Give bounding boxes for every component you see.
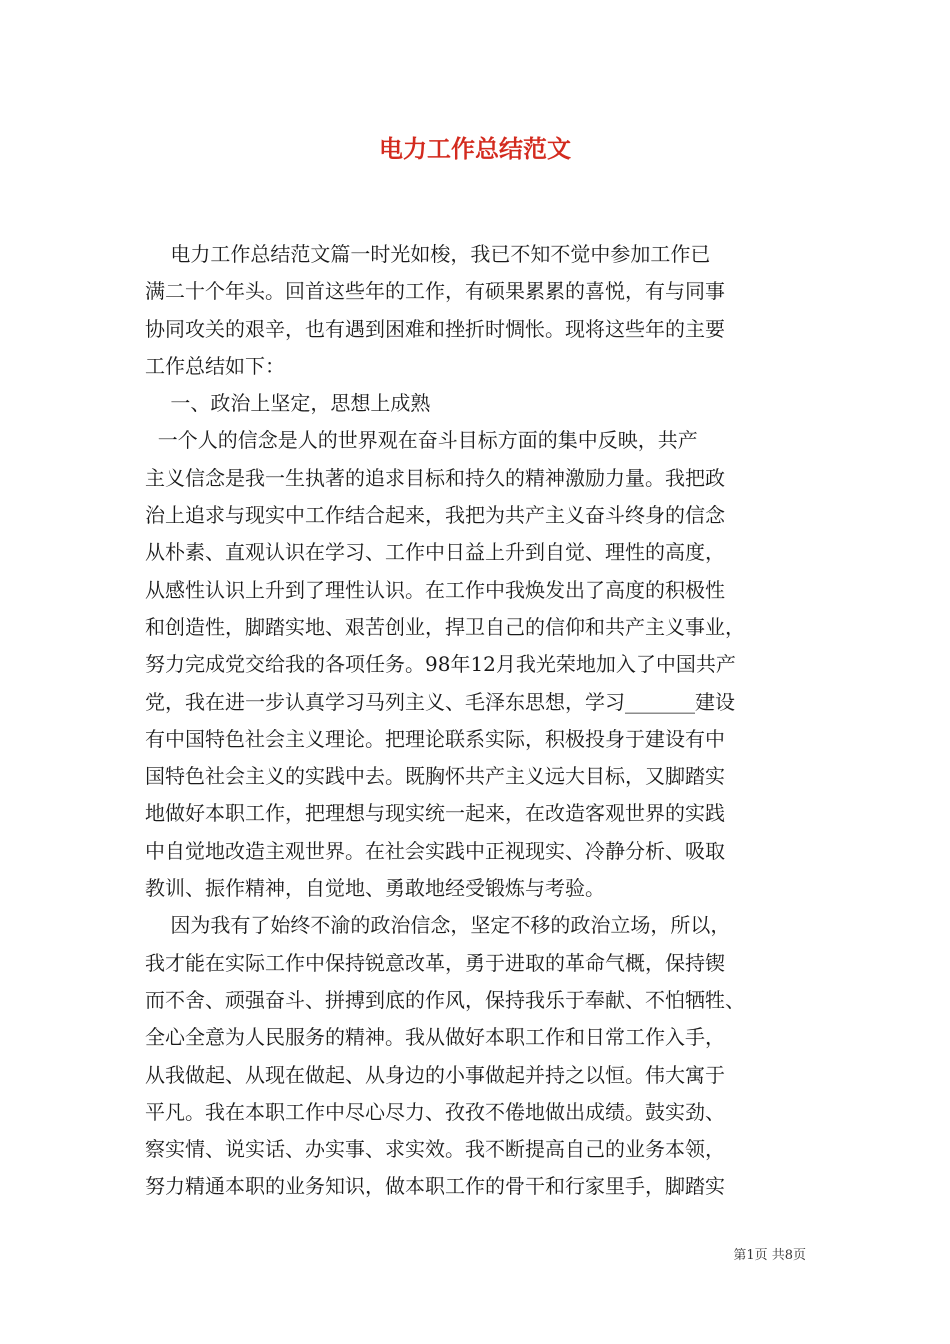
body-line: 满二十个年头。回首这些年的工作，有硕果累累的喜悦，有与同事: [145, 279, 725, 304]
body-line: 而不舍、顽强奋斗、拼搏到底的作风，保持我乐于奉献、不怕牺牲、: [145, 987, 745, 1012]
document-body: [145, 236, 809, 1206]
body-line: 教训、振作精神，自觉地、勇敢地经受锻炼与考验。: [145, 876, 605, 901]
body-line: 有中国特色社会主义理论。把理论联系实际，积极投身于建设有中: [145, 726, 725, 751]
document-title: 电力工作总结范文: [379, 134, 571, 163]
body-line: 协同攻关的艰辛，也有遇到困难和挫折时惆怅。现将这些年的主要: [145, 316, 725, 341]
body-line: 从朴素、直观认识在学习、工作中日益上升到自觉、理性的高度，: [145, 540, 725, 565]
body-line: 和创造性，脚踏实地、艰苦创业，捍卫自己的信仰和共产主义事业，: [145, 614, 745, 639]
body-line: 工作总结如下：: [145, 353, 285, 378]
body-line: 中自觉地改造主观世界。在社会实践中正视现实、冷静分析、吸取: [145, 838, 725, 863]
body-line: 党，我在进一步认真学习马列主义、毛泽东思想，学习_______建设: [145, 689, 735, 714]
body-line: 地做好本职工作，把理想与现实统一起来，在改造客观世界的实践: [145, 801, 725, 826]
body-line: 因为我有了始终不渝的政治信念，坚定不移的政治立场，所以，: [145, 913, 731, 938]
body-line: 努力完成党交给我的各项任务。98年12月我光荣地加入了中国共产: [145, 652, 736, 677]
body-line: 我才能在实际工作中保持锐意改革，勇于进取的革命气概，保持锲: [145, 950, 725, 975]
page-number: 第1页 共8页: [733, 1248, 806, 1263]
body-line: 一个人的信念是人的世界观在奋斗目标方面的集中反映，共产: [145, 428, 698, 453]
body-line: 国特色社会主义的实践中去。既胸怀共产主义远大目标，又脚踏实: [145, 764, 725, 789]
body-line: 平凡。我在本职工作中尽心尽力、孜孜不倦地做出成绩。鼓实劲、: [145, 1099, 725, 1124]
body-line: 从我做起、从现在做起、从身边的小事做起并持之以恒。伟大寓于: [145, 1062, 725, 1087]
body-line: 主义信念是我一生执著的追求目标和持久的精神激励力量。我把政: [145, 465, 725, 490]
section-heading: 一、政治上坚定，思想上成熟: [145, 391, 431, 416]
body-line: 努力精通本职的业务知识，做本职工作的骨干和行家里手，脚踏实: [145, 1174, 725, 1199]
body-line: 从感性认识上升到了理性认识。在工作中我焕发出了高度的积极性: [145, 577, 725, 602]
body-line: 电力工作总结范文篇一时光如梭，我已不知不觉中参加工作已: [145, 242, 711, 266]
body-line: 治上追求与现实中工作结合起来，我把为共产主义奋斗终身的信念: [145, 503, 725, 528]
body-line: 察实情、说实话、办实事、求实效。我不断提高自己的业务本领，: [145, 1137, 725, 1162]
body-line: 全心全意为人民服务的精神。我从做好本职工作和日常工作入手，: [145, 1025, 725, 1050]
